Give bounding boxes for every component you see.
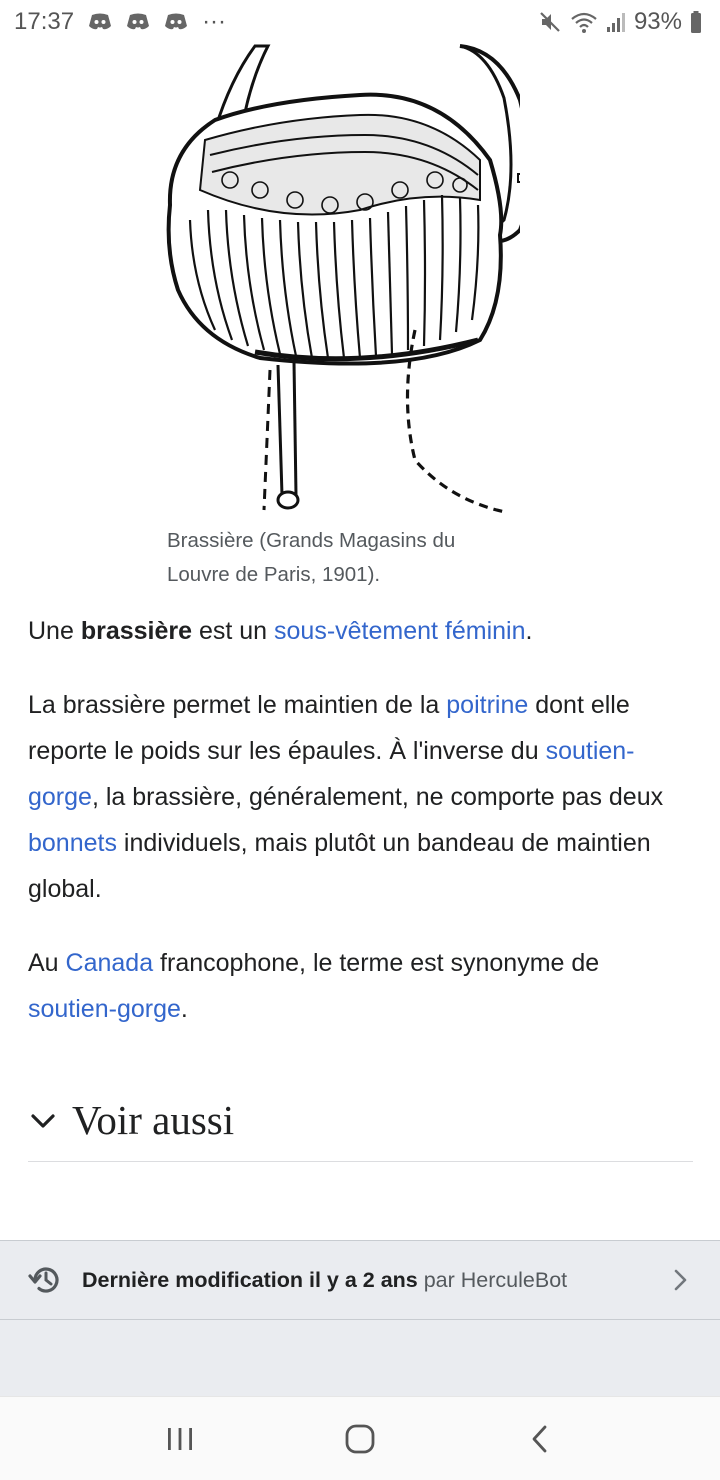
discord-icon bbox=[88, 13, 112, 31]
last-modified-label: Dernière modification il y a 2 ans bbox=[82, 1267, 418, 1292]
link-bonnets[interactable]: bonnets bbox=[28, 829, 117, 857]
status-bar bbox=[0, 0, 720, 44]
home-icon bbox=[344, 1423, 376, 1455]
link-soutien-gorge-2[interactable]: soutien-gorge bbox=[28, 995, 181, 1023]
signal-icon bbox=[606, 11, 626, 33]
bold-term: brassière bbox=[80, 617, 193, 645]
article-image[interactable] bbox=[160, 40, 520, 515]
mute-icon bbox=[538, 10, 562, 34]
text-span: . bbox=[525, 617, 533, 645]
link-canada[interactable]: Canada bbox=[65, 949, 154, 977]
status-right bbox=[538, 8, 702, 36]
home-button[interactable] bbox=[330, 1409, 390, 1469]
back-icon bbox=[529, 1424, 551, 1454]
status-left bbox=[14, 8, 226, 36]
text-span: individuels, mais plutôt un bandeau de maintien global. bbox=[28, 829, 651, 903]
brassiere-illustration bbox=[160, 40, 520, 515]
text-span: dont elle reporte le poids sur les épaules. À l'inverse du bbox=[28, 691, 630, 765]
text-span: , la brassière, généralement, ne comporte pas deux bbox=[91, 783, 664, 811]
discord-icon bbox=[126, 13, 150, 31]
text-span: est un bbox=[192, 617, 275, 645]
status-more: ··· bbox=[202, 8, 227, 35]
section-title: Voir aussi bbox=[72, 1096, 235, 1143]
last-modified-author: par HerculeBot bbox=[417, 1267, 568, 1292]
history-icon bbox=[28, 1262, 64, 1298]
text-span: . bbox=[180, 995, 188, 1023]
discord-icon bbox=[164, 13, 188, 31]
text-span: Au bbox=[28, 949, 66, 977]
text-span: La brassière permet le maintien de la bbox=[28, 691, 447, 719]
battery-percent: 93% bbox=[633, 8, 682, 35]
recent-apps-button[interactable] bbox=[150, 1409, 210, 1469]
link-soutien-gorge[interactable]: soutien-gorge bbox=[28, 737, 635, 811]
footer bbox=[0, 1320, 720, 1396]
article-body bbox=[28, 608, 693, 1060]
paragraph-canada bbox=[28, 940, 693, 1032]
chevron-down-icon bbox=[28, 1106, 58, 1136]
wifi-icon bbox=[570, 10, 598, 34]
paragraph-description bbox=[28, 682, 693, 912]
image-caption: Brassière (Grands Magasins du Louvre de Paris, 1901). bbox=[167, 529, 456, 586]
text-span: Une bbox=[28, 617, 81, 645]
section-voir-aussi[interactable] bbox=[28, 1078, 693, 1162]
link-sous-vetement-feminin[interactable]: sous-vêtement féminin bbox=[274, 617, 526, 645]
status-time: 17:37 bbox=[14, 8, 75, 35]
last-modified-bar[interactable] bbox=[0, 1240, 720, 1320]
text-span: francophone, le terme est synonyme de bbox=[153, 949, 600, 977]
recents-icon bbox=[165, 1426, 195, 1452]
link-poitrine[interactable]: poitrine bbox=[446, 691, 529, 719]
paragraph-intro bbox=[28, 608, 693, 654]
system-nav-bar bbox=[0, 1396, 720, 1480]
back-button[interactable] bbox=[510, 1409, 570, 1469]
battery-icon bbox=[690, 10, 702, 34]
last-modified-text bbox=[82, 1268, 668, 1293]
chevron-right-icon bbox=[668, 1268, 692, 1292]
